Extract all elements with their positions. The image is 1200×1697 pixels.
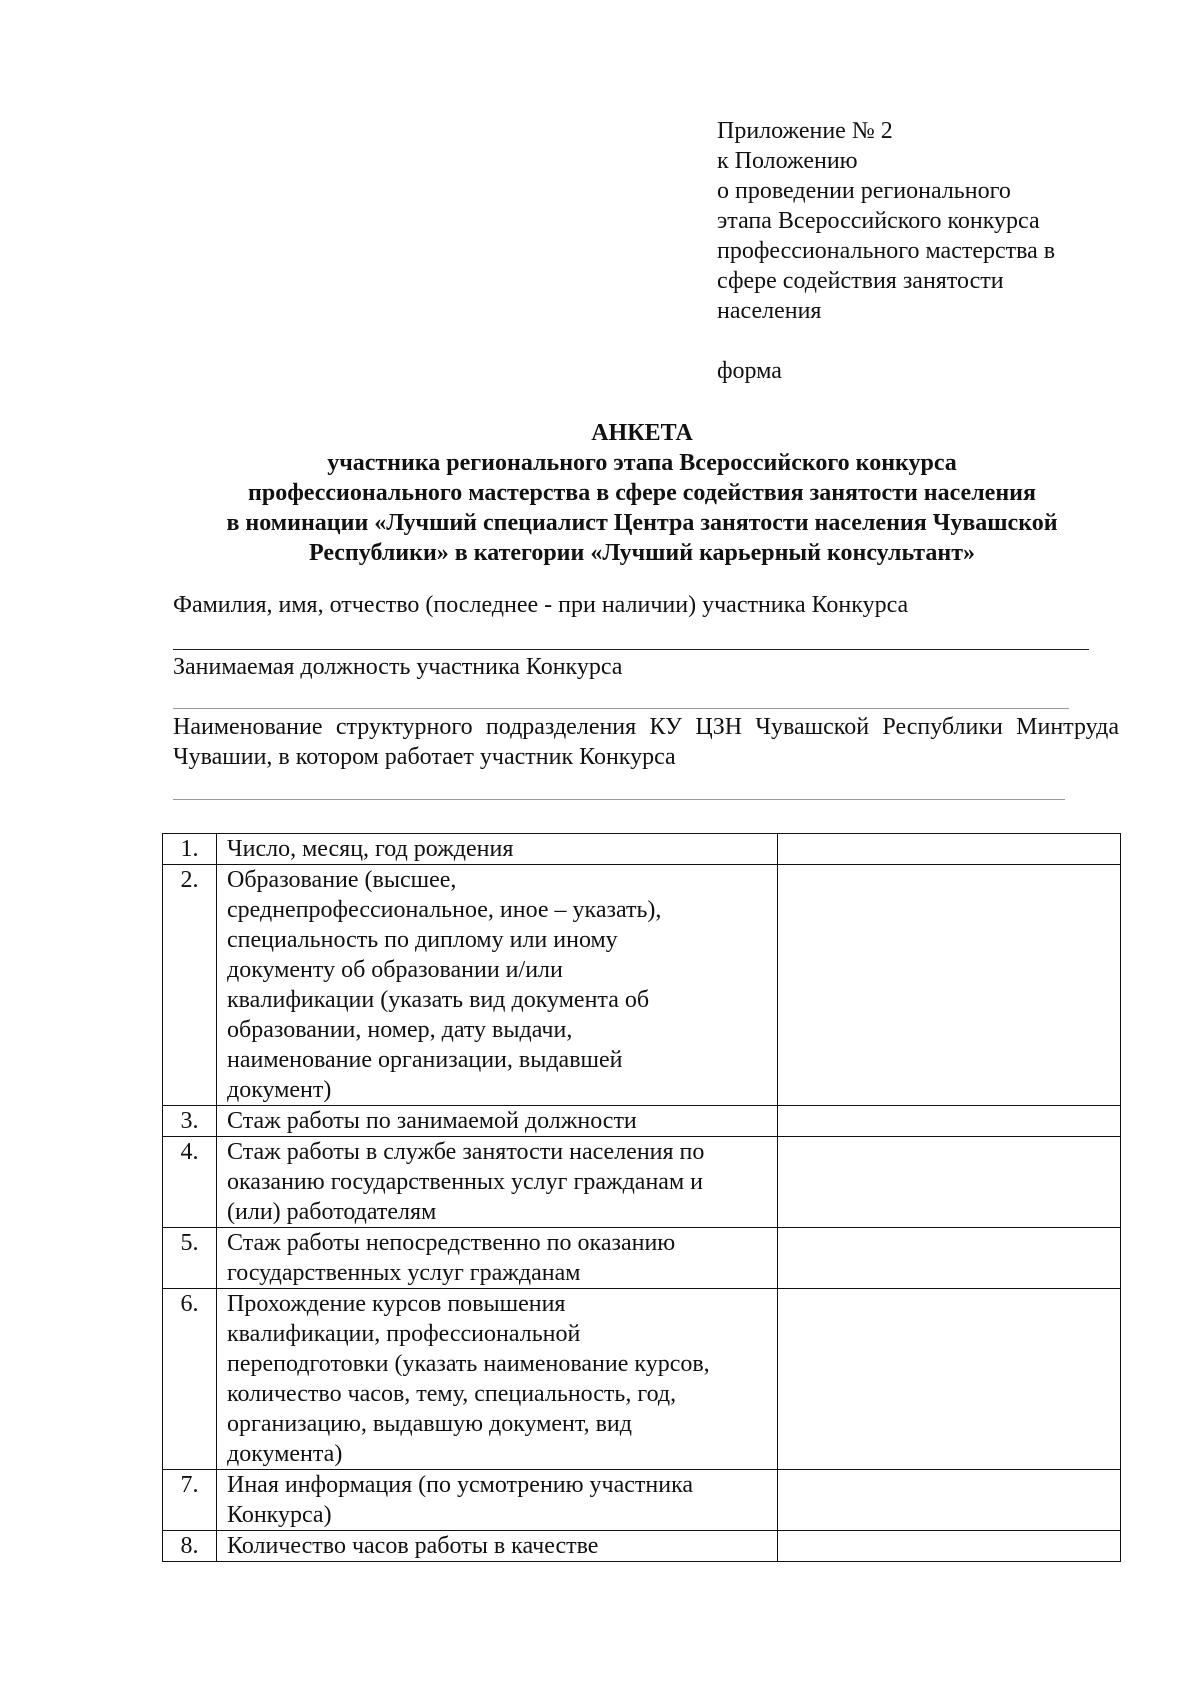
appendix-line: к Положению bbox=[717, 148, 858, 174]
question-line: образовании, номер, дату выдачи, bbox=[227, 1017, 573, 1043]
row-question bbox=[217, 1531, 778, 1562]
appendix-note bbox=[717, 116, 1117, 386]
row-answer-cell[interactable] bbox=[778, 1106, 1121, 1137]
department-label: Наименование структурного подразделения КУ ЦЗН Чувашской Республики Минтруда Чувашии, в котором работает участник Конкурса bbox=[173, 714, 1119, 770]
row-number: 5. bbox=[163, 1228, 217, 1289]
appendix-line: населения bbox=[717, 298, 822, 324]
row-answer-cell[interactable] bbox=[778, 1289, 1121, 1470]
question-line: специальность по диплому или иному bbox=[227, 927, 618, 953]
title-line: участника регионального этапа Всероссийского конкурса bbox=[327, 450, 957, 476]
question-line: наименование организации, выдавшей bbox=[227, 1047, 623, 1073]
title-heading: АНКЕТА bbox=[591, 420, 693, 446]
appendix-line: Приложение № 2 bbox=[717, 118, 893, 144]
row-number: 3. bbox=[163, 1106, 217, 1137]
full-name-field bbox=[173, 590, 1119, 620]
row-answer-cell[interactable] bbox=[778, 1137, 1121, 1228]
question-line: Количество часов работы в качестве bbox=[227, 1533, 599, 1559]
full-name-line[interactable] bbox=[173, 649, 1089, 650]
row-question bbox=[217, 1289, 778, 1470]
appendix-line: сфере содействия занятости bbox=[717, 268, 1004, 294]
appendix-line: о проведении регионального bbox=[717, 178, 1011, 204]
question-line: документу об образовании и/или bbox=[227, 957, 563, 983]
table-row bbox=[163, 1137, 1121, 1228]
question-line: Стаж работы по занимаемой должности bbox=[227, 1108, 637, 1134]
question-line: Иная информация (по усмотрению участника bbox=[227, 1472, 694, 1498]
table-row bbox=[163, 865, 1121, 1106]
title-line: Республики» в категории «Лучший карьерный консультант» bbox=[308, 540, 975, 566]
question-line: квалификации (указать вид документа об bbox=[227, 987, 650, 1013]
appendix-line: этапа Всероссийского конкурса bbox=[717, 208, 1040, 234]
question-line: количество часов, тему, специальность, год, bbox=[227, 1381, 677, 1407]
question-line: среднепрофессиональное, иное – указать), bbox=[227, 897, 662, 923]
row-answer-cell[interactable] bbox=[778, 1470, 1121, 1531]
title-line: профессионального мастерства в сфере содействия занятости населения bbox=[248, 480, 1036, 506]
table-row bbox=[163, 1228, 1121, 1289]
row-number: 8. bbox=[163, 1531, 217, 1562]
row-question bbox=[217, 1470, 778, 1531]
question-line: (или) работодателям bbox=[227, 1199, 437, 1225]
question-line: Конкурса) bbox=[227, 1502, 332, 1528]
title-line: в номинации «Лучший специалист Центра занятости населения Чувашской bbox=[226, 510, 1058, 536]
department-line[interactable] bbox=[173, 799, 1065, 800]
table-row bbox=[163, 1531, 1121, 1562]
question-line: переподготовки (указать наименование курсов, bbox=[227, 1351, 710, 1377]
row-answer-cell[interactable] bbox=[778, 834, 1121, 865]
question-line: Прохождение курсов повышения bbox=[227, 1291, 566, 1317]
question-line: Число, месяц, год рождения bbox=[227, 836, 514, 862]
row-question bbox=[217, 1228, 778, 1289]
row-number: 4. bbox=[163, 1137, 217, 1228]
question-line: организацию, выдавшую документ, вид bbox=[227, 1411, 632, 1437]
row-number: 6. bbox=[163, 1289, 217, 1470]
position-field bbox=[173, 652, 1119, 682]
question-line: Стаж работы непосредственно по оказанию bbox=[227, 1230, 676, 1256]
row-question bbox=[217, 1137, 778, 1228]
question-line: оказанию государственных услуг гражданам и bbox=[227, 1169, 703, 1195]
table-row bbox=[163, 1470, 1121, 1531]
question-line: документ) bbox=[227, 1077, 332, 1103]
question-line: Стаж работы в службе занятости населения по bbox=[227, 1139, 705, 1165]
question-line: Образование (высшее, bbox=[227, 867, 457, 893]
row-answer-cell[interactable] bbox=[778, 1531, 1121, 1562]
document-title bbox=[160, 418, 1124, 568]
question-line: документа) bbox=[227, 1441, 343, 1467]
question-line: квалификации, профессиональной bbox=[227, 1321, 581, 1347]
row-number: 7. bbox=[163, 1470, 217, 1531]
table-row bbox=[163, 1289, 1121, 1470]
row-number: 1. bbox=[163, 834, 217, 865]
row-answer-cell[interactable] bbox=[778, 865, 1121, 1106]
row-question bbox=[217, 834, 778, 865]
row-answer-cell[interactable] bbox=[778, 1228, 1121, 1289]
appendix-line: профессионального мастерства в bbox=[717, 238, 1056, 264]
questionnaire-table bbox=[162, 833, 1121, 1562]
position-label: Занимаемая должность участника Конкурса bbox=[173, 654, 623, 680]
row-number: 2. bbox=[163, 865, 217, 1106]
department-field bbox=[173, 712, 1119, 772]
form-label: форма bbox=[717, 358, 782, 384]
row-question bbox=[217, 865, 778, 1106]
row-question bbox=[217, 1106, 778, 1137]
full-name-label: Фамилия, имя, отчество (последнее - при наличии) участника Конкурса bbox=[173, 592, 909, 618]
question-line: государственных услуг гражданам bbox=[227, 1260, 581, 1286]
position-line[interactable] bbox=[173, 708, 1069, 709]
table-row bbox=[163, 834, 1121, 865]
table-row bbox=[163, 1106, 1121, 1137]
